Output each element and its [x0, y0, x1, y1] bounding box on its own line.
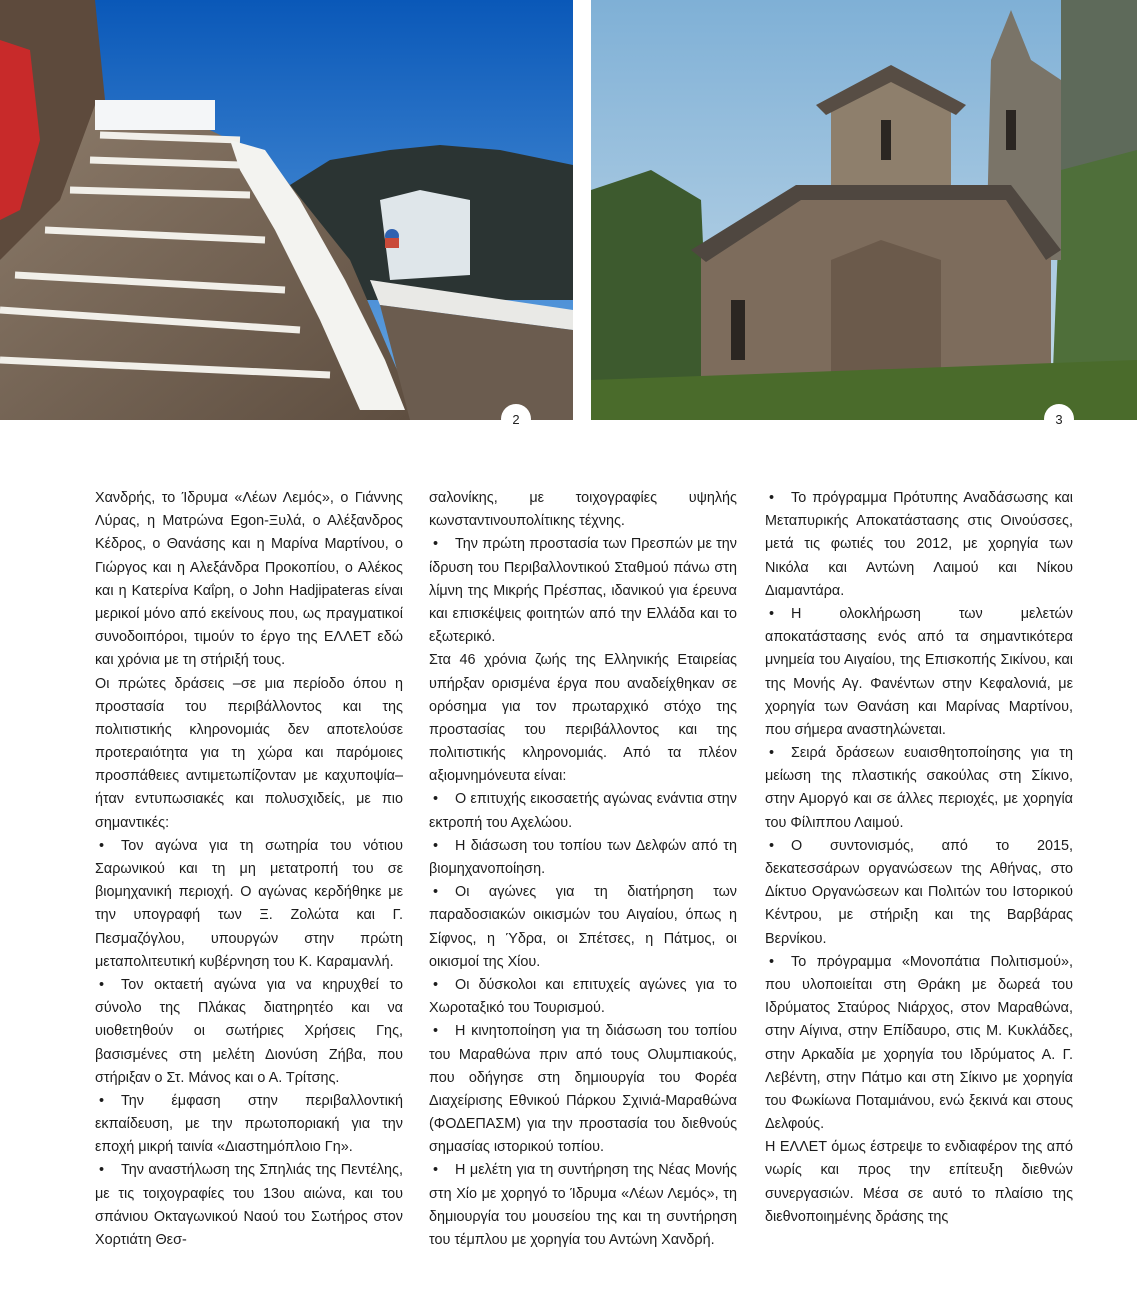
- paragraph: Η ΕΛΛΕΤ όμως έστρεψε το ενδιαφέρον της από νωρίς και προς την επίτευξη διεθνών συνεργασιών. Μέσα σε αυτό το πλαίσιο της διεθνοποιημένης δράσης της: [765, 1139, 1073, 1225]
- bullet-paragraph: [95, 1159, 403, 1252]
- bullet-paragraph: [765, 742, 1073, 835]
- bullet-icon: •: [99, 1162, 105, 1179]
- bullet-text: Το πρόγραμμα Πρότυπης Αναδάσωσης και Μεταπυρικής Αποκατάστασης στις Οινούσσες, μετά τις φωτιές του 2012, με χορηγία των Νικόλα και Αντώνη Λαιμού και Νίκου Διαμαντάρα.: [765, 490, 1073, 599]
- text-column-3: [765, 487, 1073, 1229]
- bullet-paragraph: [429, 1159, 737, 1252]
- bullet-text: Οι δύσκολοι και επιτυχείς αγώνες για το Χωροταξικό του Τουρισμού.: [429, 976, 737, 1017]
- bullet-icon: •: [99, 976, 105, 993]
- bullet-icon: •: [433, 1023, 439, 1040]
- bullet-icon: •: [769, 953, 775, 970]
- text-column-2: [429, 487, 737, 1252]
- text-column-1: [95, 487, 403, 1252]
- bullet-paragraph: [95, 1090, 403, 1160]
- paragraph: Στα 46 χρόνια ζωής της Ελληνικής Εταιρείας υπήρξαν ορισμένα έργα που αναδείχθηκαν σε ορόσημα για τον πρωταρχικό στόχο της προστασίας του περιβάλλοντος και της πολιτιστικής κληρονομιάς. Από τα πλέον αξιομνημόνευτα είναι:: [429, 652, 737, 785]
- bullet-icon: •: [99, 1092, 105, 1109]
- bullet-text: Την αναστήλωση της Σπηλιάς της Πεντέλης, με τις τοιχογραφίες του 13ου αιώνα, και του σπάνιου Οκταγωνικού Ναού του Σωτήρος στον Χορτιάτη Θεσ-: [95, 1162, 403, 1248]
- bullet-icon: •: [99, 837, 105, 854]
- paragraph: Οι πρώτες δράσεις –σε μια περίοδο όπου η προστασία του περιβάλλοντος και της πολιτιστικής κληρονομιάς δεν αποτελούσε προτεραιότητα για τη χώρα και παρόμοιες προσπάθειες αντιμετωπίζονταν με καχυποψία– ήταν εντυπωσιακές και πολυσχιδείς, με πιο σημαντικές:: [95, 675, 403, 831]
- paragraph: σαλονίκης, με τοιχογραφίες υψηλής κωνσταντινουπολίτικης τέχνης.: [429, 490, 737, 530]
- bullet-paragraph: [429, 835, 737, 881]
- figure-number-badge: 2: [501, 404, 531, 434]
- bullet-text: Η διάσωση του τοπίου των Δελφών από τη βιομηχανοποίηση.: [429, 837, 737, 877]
- bullet-paragraph: [429, 788, 737, 834]
- bullet-paragraph: [765, 487, 1073, 603]
- bullet-text: Ο επιτυχής εικοσαετής αγώνας ενάντια στην εκτροπή του Αχελώου.: [429, 791, 737, 831]
- bullet-icon: •: [769, 837, 775, 854]
- bullet-paragraph: [95, 974, 403, 1090]
- bullet-text: Τον αγώνα για τη σωτηρία του νότιου Σαρωνικού και τη μη μετατροπή του σε βιομηχανική περιοχή. Ο αγώνας κερδήθηκε με την υπογραφή των Ξ. Ζολώτα και Γ. Πεσμαζόγλου, υπουργών στην πρώτη μεταπολιτευτική κυβέρνηση του Κ. Καραμανλή.: [95, 837, 403, 970]
- bullet-icon: •: [433, 791, 439, 808]
- bullet-icon: •: [769, 745, 775, 762]
- bullet-icon: •: [769, 490, 775, 506]
- bullet-text: Την έμφαση στην περιβαλλοντική εκπαίδευση, με την πρωτοποριακή για την εποχή μικρή ταινία «Διαστημόπλοιο Γη».: [95, 1092, 403, 1156]
- bullet-text: Η ολοκλήρωση των μελετών αποκατάστασης ενός από τα σημαντικότερα μνημεία του Αιγαίου, της Επισκοπής Σικίνου, και της Μονής Αγ. Φανέντων στην Κεφαλονιά, με χορηγία των Θανάση και Μαρίνας Μαρτίνου, που σήμερα αναστηλώνεται.: [765, 605, 1073, 738]
- bullet-paragraph: [765, 951, 1073, 1137]
- bullet-paragraph: [95, 835, 403, 974]
- bullet-text: Την πρώτη προστασία των Πρεσπών με την ίδρυση του Περιβαλλοντικού Σταθμού πάνω στη λίμνη της Μικρής Πρέσπας, ιδανικού για έρευνα και επισκέψεις φοιτητών από την Ελλάδα και το εξωτερικό.: [429, 536, 737, 646]
- bullet-text: Οι αγώνες για τη διατήρηση των παραδοσιακών οικισμών του Αιγαίου, όπως η Σίφνος, η Ύδρα, οι Σπέτσες, η Πάτμος, οι οικισμοί της Χίου.: [429, 884, 737, 970]
- figure-number-badge: 3: [1044, 404, 1074, 434]
- bullet-paragraph: [429, 974, 737, 1020]
- bullet-text: Ο συντονισμός, από το 2015, δεκατεσσάρων οργανώσεων της Αθήνας, στο Δίκτυο Οργανώσεων και Πολιτών του Ιστορικού Κέντρου, με στήριξη και της Βαρβάρας Βερνίκου.: [765, 837, 1073, 947]
- bullet-text: Το πρόγραμμα «Μονοπάτια Πολιτισμού», που υλοποιείται στη Θράκη με δωρεά του Ιδρύματος Σταύρος Νιάρχος, στον Μαραθώνα, στην Αίγινα, στην Επίδαυρο, στις Μ. Κυκλάδες, στην Αρκαδία με χορηγία του Ιδρύματος Α. Γ. Λεβέντη, στην Πάτμο και στη Σίκινο με χορηγία του Φωκίωνα Ποταμιάνου, ενώ ξεκινά και στους Δελφούς.: [765, 953, 1073, 1133]
- bullet-text: Η μελέτη για τη συντήρηση της Νέας Μονής στη Χίο με χορηγό το Ίδρυμα «Λέων Λεμός», τη δημιουργία του μουσείου της και τη συντήρηση του τέμπλου με χορηγία του Αντώνη Χανδρή.: [429, 1162, 737, 1248]
- paragraph: Χανδρής, το Ίδρυμα «Λέων Λεμός», ο Γιάννης Λύρας, η Ματρώνα Egon-Ξυλά, ο Αλέξανδρος Κέδρος, ο Θανάσης και η Μαρίνα Μαρτίνου, ο Γιώργος και η Αλεξάνδρα Προκοπίου, ο Αλέκος και η Κατερίνα Καΐρη, ο John Hadjipateras είναι μερικοί μόνο από εκείνους που, ως πραγματικοί συνοδοιπόροι, τιμούν το έργο της ΕΛΛΕΤ εδώ και χρόνια με τη στήριξή τους.: [95, 490, 403, 669]
- bullet-icon: •: [433, 1162, 439, 1179]
- bullet-paragraph: [429, 533, 737, 649]
- bullet-icon: •: [433, 837, 439, 854]
- bullet-text: Τον οκταετή αγώνα για να κηρυχθεί το σύνολο της Πλάκας διατηρητέο και να υιοθετηθούν οι σωτήριες Χρήσεις Γης, βασισμένες στη μελέτη Διονύση Ζήβα, που στήριξαν ο Στ. Μάνος και ο Α. Τρίτσης.: [95, 976, 403, 1086]
- bullet-icon: •: [433, 536, 439, 553]
- photo-byzantine-church: [591, 0, 1137, 420]
- photo-island-stairway: [0, 0, 573, 420]
- bullet-paragraph: [765, 603, 1073, 742]
- bullet-text: Η κινητοποίηση για τη διάσωση του τοπίου του Μαραθώνα πριν από τους Ολυμπιακούς, που οδήγησε στη δημιουργία του Φορέα Διαχείρισης Εθνικού Πάρκου Σχινιά-Μαραθώνα (ΦΟΔΕΠΑΣΜ) για την προστασία του διεθνούς σημασίας ιστορικού τοπίου.: [429, 1023, 737, 1156]
- bullet-paragraph: [765, 835, 1073, 951]
- bullet-paragraph: [429, 1020, 737, 1159]
- bullet-icon: •: [433, 884, 439, 901]
- bullet-text: Σειρά δράσεων ευαισθητοποίησης για τη μείωση της πλαστικής σακούλας στη Σίκινο, στην Αμοργό και σε άλλες περιοχές, με χορηγία του Φίλιππου Λαιμού.: [765, 745, 1073, 831]
- bullet-icon: •: [769, 605, 775, 622]
- bullet-icon: •: [433, 976, 439, 993]
- bullet-paragraph: [429, 881, 737, 974]
